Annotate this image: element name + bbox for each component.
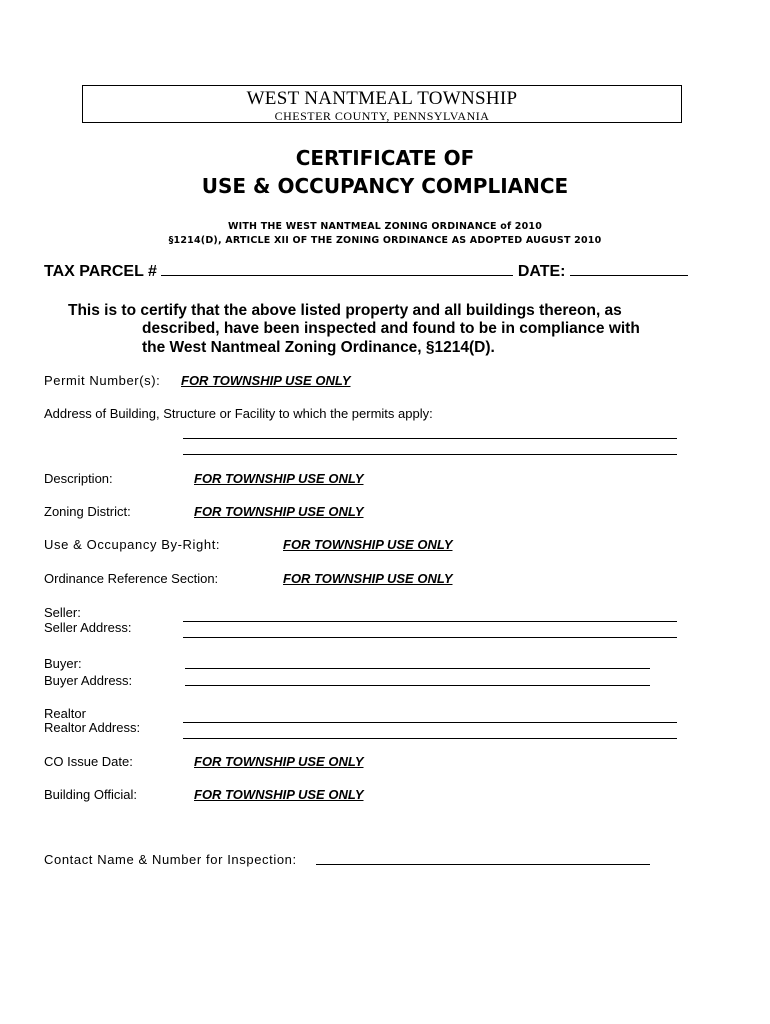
buyer-line[interactable] bbox=[185, 668, 650, 669]
address-line-1[interactable] bbox=[183, 438, 677, 439]
township-name: WEST NANTMEAL TOWNSHIP bbox=[246, 88, 518, 109]
ordinance-reference-label: Ordinance Reference Section: bbox=[44, 571, 219, 586]
certify-line2: described, have been inspected and found to be in compliance with bbox=[142, 320, 640, 337]
certificate-title-line2: USE & OCCUPANCY COMPLIANCE bbox=[201, 174, 569, 198]
permit-number-label: Permit Number(s): bbox=[44, 373, 161, 388]
tax-parcel-label: TAX PARCEL # bbox=[44, 263, 157, 280]
ordinance-reference-value: FOR TOWNSHIP USE ONLY bbox=[283, 571, 453, 586]
zoning-district-label: Zoning District: bbox=[44, 504, 131, 519]
realtor-address-label: Realtor Address: bbox=[44, 720, 141, 735]
realtor-label: Realtor bbox=[44, 706, 86, 721]
tax-parcel-row bbox=[44, 261, 688, 281]
co-issue-date-value: FOR TOWNSHIP USE ONLY bbox=[194, 754, 364, 769]
address-label: Address of Building, Structure or Facility to which the permits apply: bbox=[44, 406, 433, 421]
certify-line3: the West Nantmeal Zoning Ordinance, §1214(D). bbox=[142, 339, 495, 356]
building-official-label: Building Official: bbox=[44, 787, 137, 802]
realtor-address-line[interactable] bbox=[183, 738, 677, 739]
buyer-label: Buyer: bbox=[44, 656, 82, 671]
building-official-value: FOR TOWNSHIP USE ONLY bbox=[194, 787, 364, 802]
address-line-2[interactable] bbox=[183, 454, 677, 455]
buyer-address-line[interactable] bbox=[185, 685, 650, 686]
tax-parcel-blank[interactable] bbox=[161, 261, 513, 276]
description-value: FOR TOWNSHIP USE ONLY bbox=[194, 471, 364, 486]
seller-line[interactable] bbox=[183, 621, 677, 622]
seller-address-label: Seller Address: bbox=[44, 620, 132, 635]
county-name: CHESTER COUNTY, PENNSYLVANIA bbox=[274, 109, 490, 123]
date-blank[interactable] bbox=[570, 261, 688, 276]
certificate-title-line1: CERTIFICATE OF bbox=[295, 146, 475, 170]
use-occupancy-value: FOR TOWNSHIP USE ONLY bbox=[283, 537, 453, 552]
seller-label: Seller: bbox=[44, 605, 81, 620]
co-issue-date-label: CO Issue Date: bbox=[44, 754, 133, 769]
ordinance-subtitle-line1: WITH THE WEST NANTMEAL ZONING ORDINANCE of 2010 bbox=[227, 221, 543, 232]
certify-line1: This is to certify that the above listed property and all buildings thereon, as bbox=[68, 302, 622, 319]
ordinance-subtitle-line2: §1214(D), ARTICLE XII OF THE ZONING ORDINANCE AS ADOPTED AUGUST 2010 bbox=[168, 235, 602, 246]
contact-line[interactable] bbox=[316, 864, 650, 865]
use-occupancy-label: Use & Occupancy By-Right: bbox=[44, 537, 221, 552]
seller-address-line[interactable] bbox=[183, 637, 677, 638]
realtor-line[interactable] bbox=[183, 722, 677, 723]
buyer-address-label: Buyer Address: bbox=[44, 673, 133, 688]
date-label: DATE: bbox=[517, 263, 566, 280]
permit-number-value: FOR TOWNSHIP USE ONLY bbox=[181, 373, 351, 388]
zoning-district-value: FOR TOWNSHIP USE ONLY bbox=[194, 504, 364, 519]
township-header-box bbox=[82, 85, 682, 123]
description-label: Description: bbox=[44, 471, 113, 486]
contact-label: Contact Name & Number for Inspection: bbox=[44, 852, 297, 867]
